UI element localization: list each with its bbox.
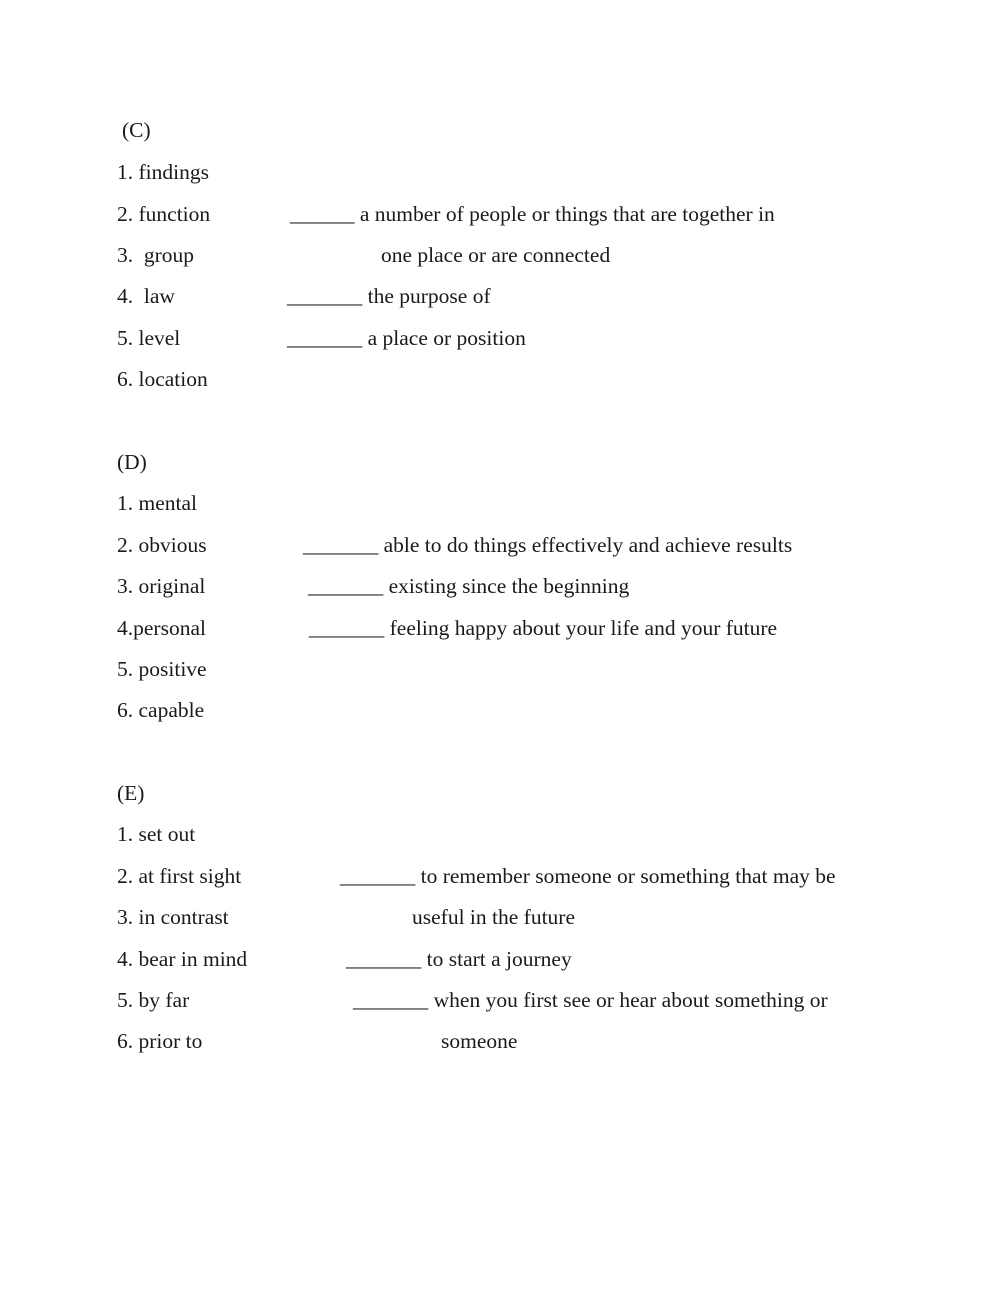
definition-line [287,328,526,350]
word-item: 2. obvious [117,533,207,557]
word-item: 2. at first sight [117,864,242,888]
section-heading: (D) [117,450,147,474]
word-item: 6. prior to [117,1029,203,1053]
definition-text: feeling happy about your life and your future [389,616,778,640]
definition-line [303,535,792,557]
answer-blank[interactable]: _______ [287,284,363,308]
definition-text: to remember someone or something that may be [420,864,836,888]
definition-text: a place or position [367,326,526,350]
definition-text: one place or are connected [381,243,611,267]
definition-line [346,949,572,971]
word-item: 4.personal [117,616,206,640]
definition-line [290,204,775,226]
word-item: 3. group [117,243,195,267]
section-heading: (E) [117,781,145,805]
word-item: 4. law [117,284,175,308]
definition-text: a number of people or things that are together in [359,202,775,226]
definition-line [309,618,777,640]
answer-blank[interactable]: _______ [309,616,385,640]
definition-line [340,866,836,888]
word-item: 6. location [117,367,208,391]
definition-text: existing since the beginning [388,574,630,598]
word-item: 2. function [117,202,211,226]
answer-blank[interactable]: _______ [308,574,384,598]
word-item: 1. mental [117,491,198,515]
answer-blank[interactable]: _______ [353,988,429,1012]
definition-line [353,990,828,1012]
answer-blank[interactable]: _______ [346,947,422,971]
word-item: 5. positive [117,657,207,681]
definition-line [441,1031,517,1053]
definition-text: useful in the future [412,905,575,929]
definition-text: when you first see or hear about something or [433,988,828,1012]
definition-line [381,245,610,267]
word-item: 1. set out [117,822,196,846]
answer-blank[interactable]: ______ [290,202,355,226]
word-item: 5. by far [117,988,190,1012]
word-item: 6. capable [117,698,205,722]
definition-text: able to do things effectively and achieve results [383,533,793,557]
answer-blank[interactable]: _______ [303,533,379,557]
definition-text: the purpose of [367,284,491,308]
word-item: 5. level [117,326,181,350]
section-heading: (C) [122,118,151,142]
definition-line [287,286,491,308]
definition-line [412,907,575,929]
definition-line [308,576,629,598]
definition-text: to start a journey [426,947,572,971]
word-item: 3. in contrast [117,905,229,929]
word-item: 1. findings [117,160,209,184]
word-item: 4. bear in mind [117,947,248,971]
word-item: 3. original [117,574,206,598]
definition-text: someone [441,1029,518,1053]
answer-blank[interactable]: _______ [287,326,363,350]
answer-blank[interactable]: _______ [340,864,416,888]
